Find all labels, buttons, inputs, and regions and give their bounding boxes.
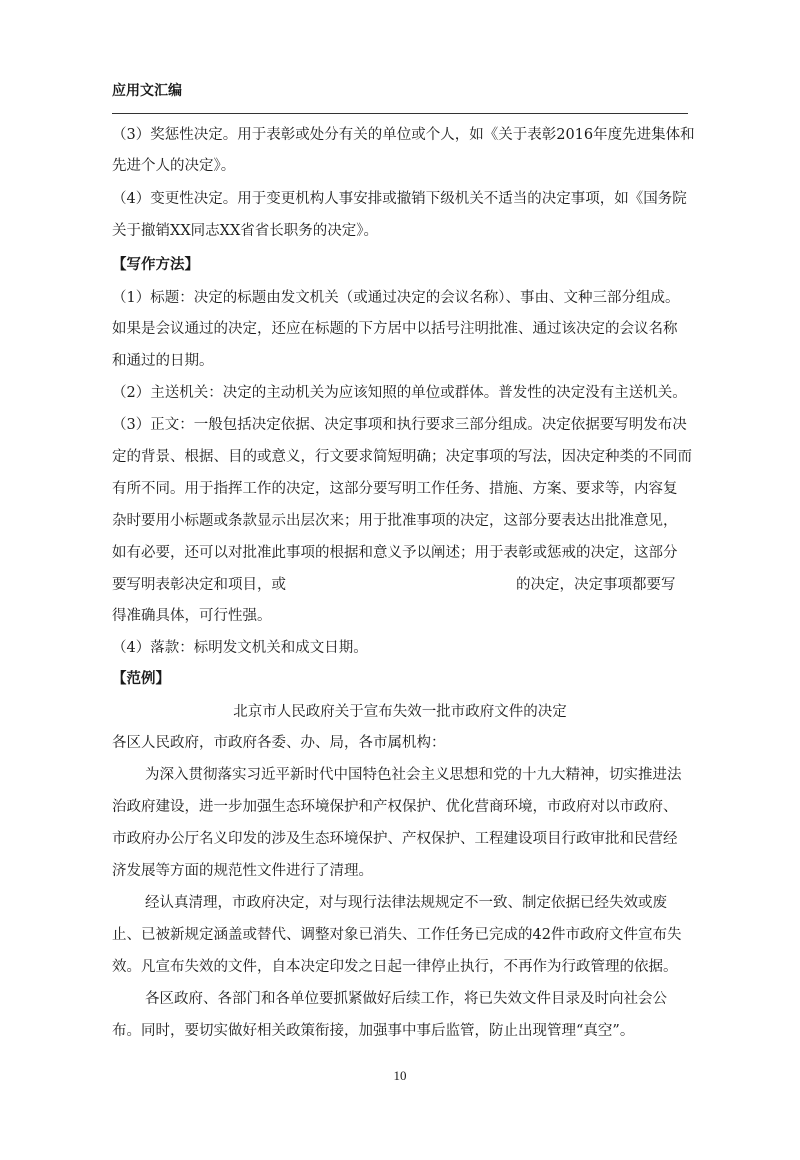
text-line: 如果是会议通过的决定，还应在标题的下方居中以括号注明批准、通过该决定的会议名称: [112, 321, 678, 337]
text-line: 有所不同。用于指挥工作的决定，这部分要写明工作任务、措施、方案、要求等，内容复: [112, 481, 678, 497]
text-line: 要写明表彰决定和项目，或: [112, 577, 286, 593]
text-line: 布。同时，要切实做好相关政策衔接，加强事中事后监管，防止出现管理“真空”。: [112, 1023, 635, 1039]
text-line: 各区政府、各部门和各单位要抓紧做好后续工作，将已失效文件目录及时向社会公: [145, 991, 667, 1007]
text-line: 济发展等方面的规范性文件进行了清理。: [112, 863, 373, 879]
text-line: （4）落款：标明发文机关和成文日期。: [112, 640, 368, 656]
text-line: 如有必要，还可以对批准此事项的根据和意义予以阐述；用于表彰或惩戒的决定，这部分: [112, 545, 678, 561]
text-line: 为深入贯彻落实习近平新时代中国特色社会主义思想和党的十九大精神，切实推进法: [145, 767, 682, 783]
example-addressee: 各区人民政府，市政府各委、办、局，各市属机构：: [112, 735, 446, 751]
section-heading-writing-method: 【写作方法】: [112, 257, 199, 273]
text-line: 经认真清理，市政府决定，对与现行法律法规规定不一致、制定依据已经失效或废: [145, 895, 667, 911]
text-line: 治政府建设，进一步加强生态环境保护和产权保护、优化营商环境，市政府对以市政府、: [112, 799, 678, 815]
section-heading-example: 【范例】: [112, 671, 170, 687]
text-line: （4）变更性决定。用于变更机构人事安排或撤销下级机关不适当的决定事项，如《国务院: [112, 191, 687, 207]
text-line: 关于撤销XX同志XX省省长职务的决定》。: [112, 223, 379, 239]
example-title: 北京市人民政府关于宣布失效一批市政府文件的决定: [233, 704, 567, 720]
text-line: 止、已被新规定涵盖或替代、调整对象已消失、工作任务已完成的42件市政府文件宣布失: [112, 927, 682, 943]
page-number: 10: [393, 1068, 407, 1083]
document-header-title: 应用文汇编: [112, 83, 182, 99]
header-divider: [112, 113, 688, 114]
text-line: 市政府办公厅名义印发的涉及生态环境保护、产权保护、工程建设项目行政审批和民营经: [112, 831, 678, 847]
text-line: （3）奖惩性决定。用于表彰或处分有关的单位或个人，如《关于表彰2016年度先进集体和: [112, 127, 695, 143]
text-line: （1）标题：决定的标题由发文机关（或通过决定的会议名称）、事由、文种三部分组成。: [112, 290, 680, 306]
text-line: 效。凡宣布失效的文件，自本决定印发之日起一律停止执行，不再作为行政管理的依据。: [112, 959, 678, 975]
text-line: （3）正文：一般包括决定依据、决定事项和执行要求三部分组成。决定依据要写明发布决: [112, 417, 687, 433]
text-line: 杂时要用小标题或条款显示出层次来；用于批准事项的决定，这部分要表达出批准意见，: [112, 513, 678, 529]
text-line: 定的背景、根据、目的或意义，行文要求简短明确；决定事项的写法，因决定种类的不同而: [112, 449, 692, 465]
text-line: 和通过的日期。: [112, 353, 214, 369]
text-line: 得准确具体，可行性强。: [112, 608, 272, 624]
text-line: （2）主送机关：决定的主动机关为应该知照的单位或群体。普发性的决定没有主送机关。: [112, 385, 687, 401]
text-line: 先进个人的决定》。: [112, 158, 236, 174]
text-line-continued: 的决定，决定事项都要写: [516, 577, 676, 593]
